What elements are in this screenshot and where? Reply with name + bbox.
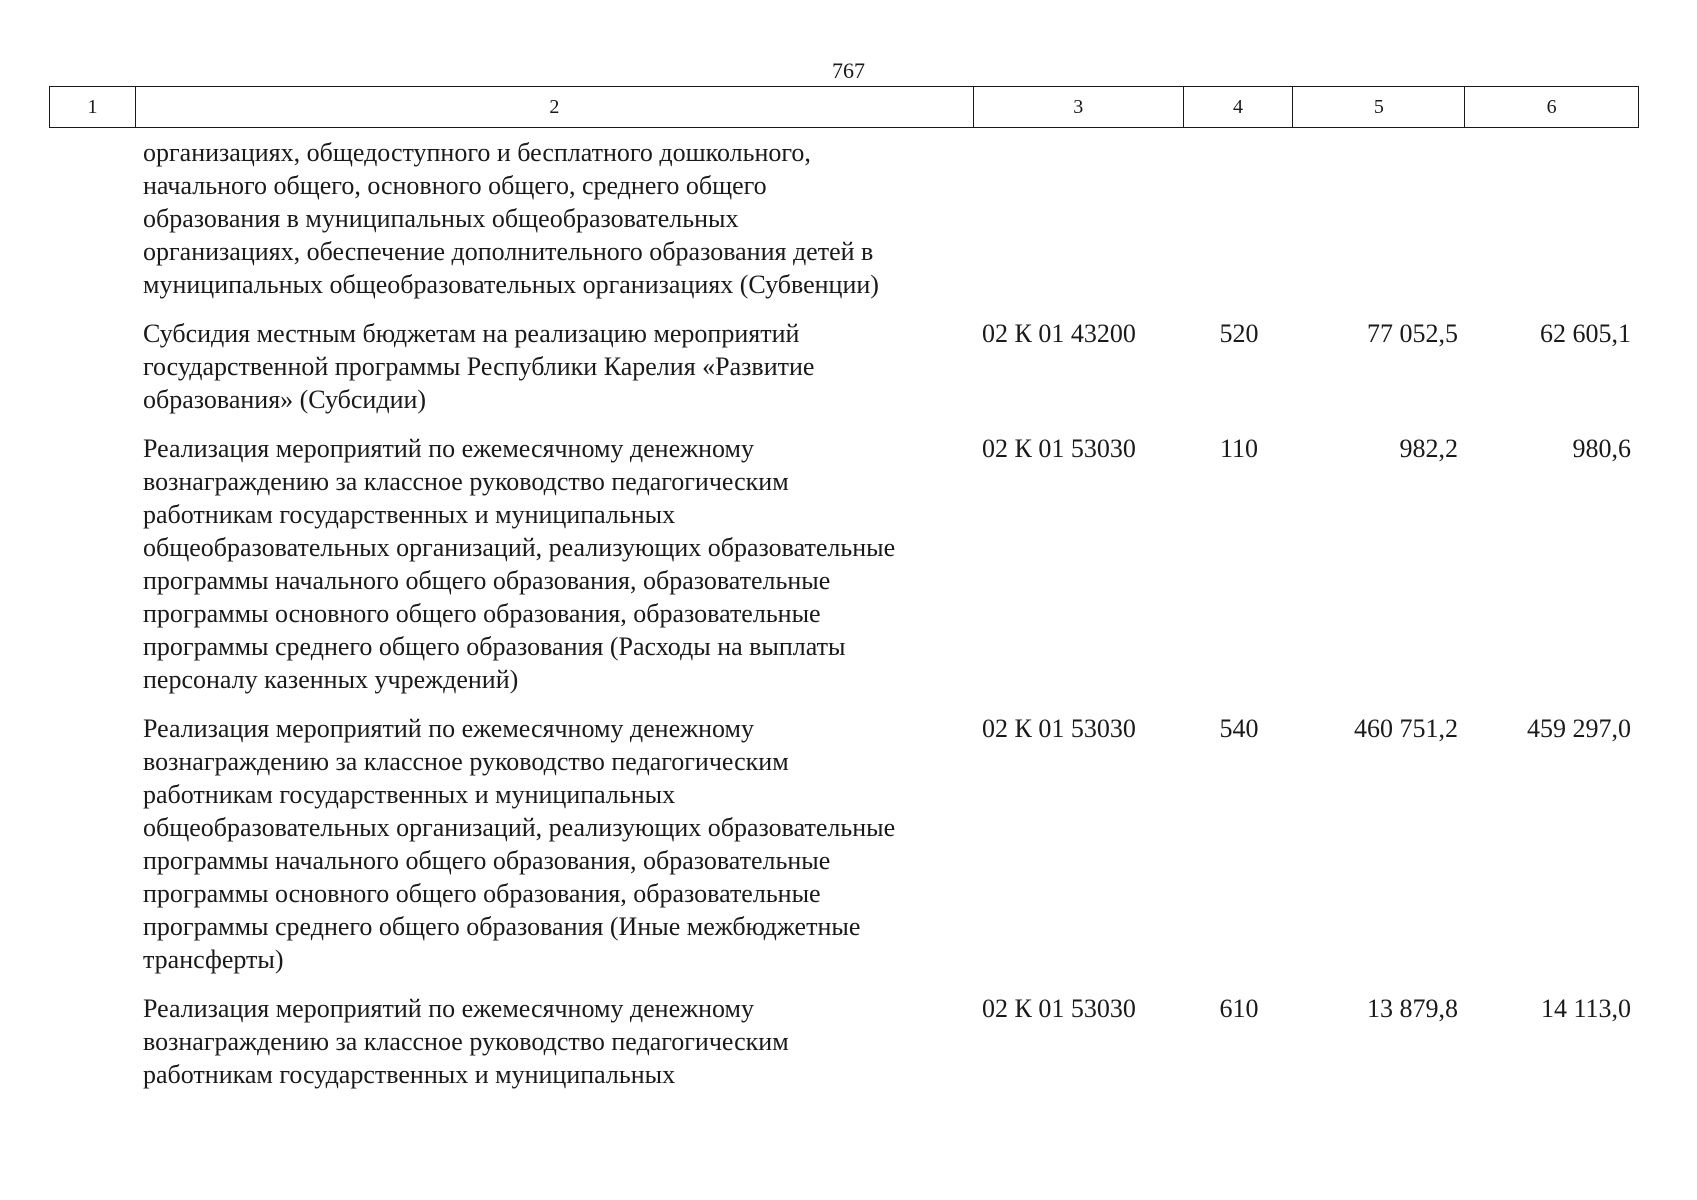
row-expense-type: 110: [1219, 434, 1259, 463]
row-expense-type: [1184, 136, 1294, 301]
row-value-5: 13 879,8: [1367, 994, 1458, 1023]
row-expense-type: 610: [1219, 994, 1259, 1023]
row-value-5: [1294, 136, 1466, 301]
row-value-6: 980,6: [1572, 434, 1631, 463]
row-code: 02 К 01 53030: [982, 714, 1136, 743]
row-code: 02 К 01 53030: [982, 434, 1136, 463]
row-value-5: 982,2: [1399, 434, 1458, 463]
row-code: 02 К 01 43200: [982, 319, 1136, 348]
table-row: [49, 432, 1639, 696]
row-value-6: [1466, 136, 1639, 301]
column-header-6: 6: [1546, 95, 1557, 118]
table-header: [49, 86, 1639, 128]
row-description: Субсидия местным бюджетам на реализацию мероприятий государственной программы Республики Карелия «Развитие образования» (Субсидии): [143, 319, 815, 414]
row-expense-type: 520: [1219, 319, 1259, 348]
row-code: 02 К 01 53030: [982, 994, 1136, 1023]
row-code: [974, 136, 1184, 301]
row-value-6: 62 605,1: [1540, 319, 1631, 348]
row-description: организациях, общедоступного и бесплатного дошкольного, начального общего, основного общего, среднего общего образования в муниципальных общеобразовательных организациях, обеспечение дополнительного образования детей в муниципальных общеобразовательных организациях (Субвенции): [143, 138, 879, 299]
row-value-6: 459 297,0: [1527, 714, 1631, 743]
column-header-1: 1: [50, 87, 136, 127]
row-description: Реализация мероприятий по ежемесячному денежному вознаграждению за классное руководство педагогическим работникам государственных и муниципальных общеобразовательных организаций, реализующих образовательные программы начального общего образования, образовательные программы основного общего образования, образовательные программы среднего общего образования (Иные межбюджетные трансферты): [143, 714, 896, 974]
table-row: [49, 136, 1639, 301]
column-header-5: 5: [1293, 87, 1465, 127]
column-header-4: 4: [1184, 87, 1294, 127]
row-value-5: 460 751,2: [1354, 714, 1458, 743]
page-number: 767: [832, 58, 865, 83]
row-expense-type: 540: [1219, 714, 1259, 743]
row-description: Реализация мероприятий по ежемесячному денежному вознаграждению за классное руководство педагогическим работникам государственных и муниципальных общеобразовательных организаций, реализующих образовательные программы начального общего образования, образовательные программы основного общего образования, образовательные программы среднего общего образования (Расходы на выплаты персоналу казенных учреждений): [143, 434, 896, 694]
column-header-2: 2: [136, 87, 974, 127]
row-value-5: 77 052,5: [1367, 319, 1458, 348]
table-row: [49, 317, 1639, 416]
table-row: [49, 712, 1639, 976]
column-header-3: 3: [974, 87, 1184, 127]
row-description: Реализация мероприятий по ежемесячному денежному вознаграждению за классное руководство педагогическим работникам государственных и муниципальных: [143, 994, 789, 1089]
row-value-6: 14 113,0: [1540, 994, 1631, 1023]
table-body: [49, 136, 1639, 1107]
table-row: [49, 992, 1639, 1091]
